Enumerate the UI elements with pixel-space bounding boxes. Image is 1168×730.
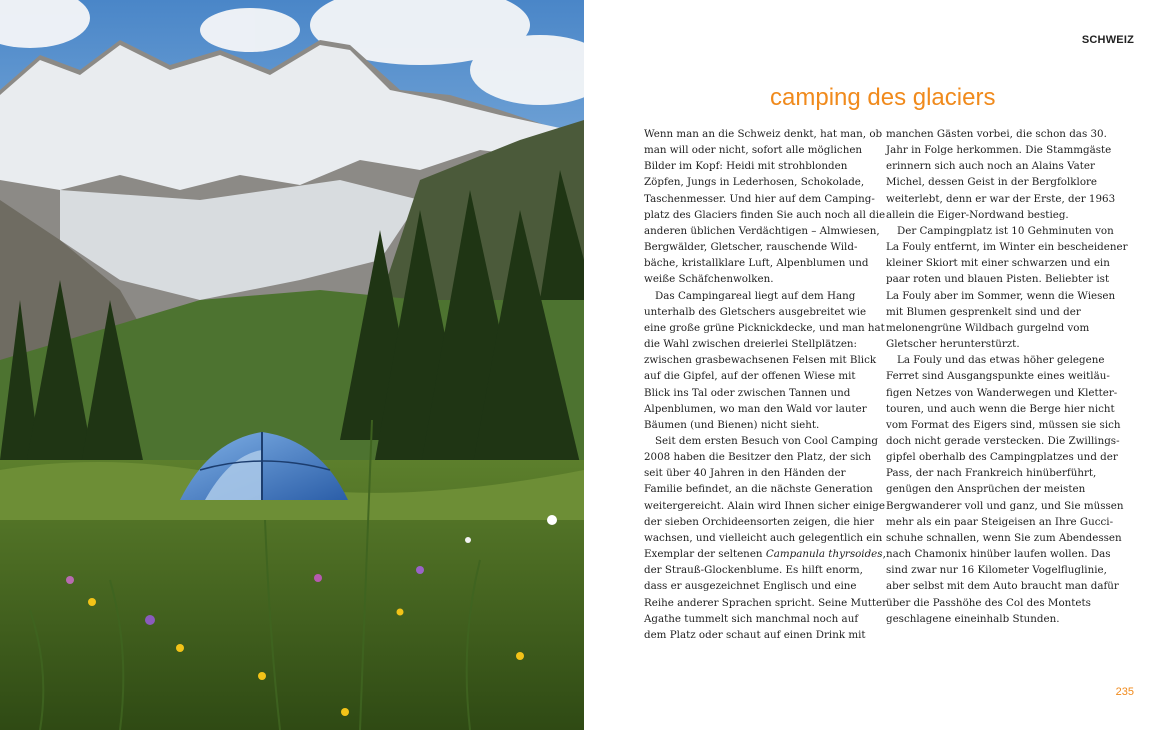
page-number: 235 — [1115, 686, 1134, 698]
text-line: Taschenmesser. Und hier auf dem Camping- — [644, 192, 875, 205]
text-column-left — [644, 126, 887, 643]
text-run: Exemplar der seltenen — [644, 548, 763, 561]
text-line: Alpenblumen, wo man den Wald vor lauter — [644, 402, 867, 415]
text-line: geschlagene eineinhalb Stunden. — [886, 612, 1060, 625]
text-line: zwischen grasbewachsenen Felsen mit Blick — [644, 354, 877, 367]
text-run: , — [882, 548, 886, 561]
text-line: über die Passhöhe des Col des Montets — [886, 596, 1091, 609]
text-line: Agathe tummelt sich manchmal noch auf — [644, 612, 859, 625]
text-line: melonengrüne Wildbach gurgelnd vom — [886, 321, 1090, 334]
text-line: Gletscher herunterstürzt. — [886, 338, 1020, 351]
text-line: genügen den Ansprüchen der meisten — [886, 483, 1086, 496]
text-line: Das Campingareal liegt auf dem Hang — [655, 289, 856, 302]
text-line: Bergwälder, Gletscher, rauschende Wild- — [644, 241, 858, 254]
text-line: der sieben Orchideensorten zeigen, die hier — [644, 515, 875, 528]
text-line: erinnern sich auch noch an Alains Vater — [886, 160, 1095, 173]
text-line: La Fouly entfernt, im Winter ein bescheidener — [886, 241, 1128, 254]
text-line: man will oder nicht, sofort alle möglichen — [644, 144, 863, 157]
text-line: mit Blumen gesprenkelt sind und der — [886, 305, 1081, 318]
text-line: aber selbst mit dem Auto braucht man dafür — [886, 580, 1119, 593]
text-line: figen Netzes von Wanderwegen und Kletter- — [886, 386, 1118, 399]
text-line: allein die Eiger-Nordwand bestieg. — [886, 208, 1069, 221]
text-line: paar roten und blauen Pisten. Beliebter ist — [886, 273, 1110, 286]
text-line: manchen Gästen vorbei, die schon das 30. — [886, 128, 1107, 140]
text-line: mehr als ein paar Steigeisen an Ihre Gucci- — [886, 515, 1114, 528]
text-line: kleiner Skiort mit einer schwarzen und ein — [886, 257, 1110, 270]
article-title: camping des glaciers — [770, 84, 996, 111]
text-line: Seit dem ersten Besuch von Cool Camping — [655, 434, 878, 447]
text-line: Bäumen (und Bienen) nicht sieht. — [644, 418, 820, 431]
text-line: seit über 40 Jahren in den Händen der — [644, 467, 846, 480]
text-line: Pass, der nach Frankreich hinüberführt, — [886, 467, 1097, 480]
text-line: wachsen, und vielleicht auch gelegentlich ein — [644, 531, 883, 544]
text-line: platz des Glaciers finden Sie auch noch all die — [644, 208, 886, 221]
text-column-right — [886, 126, 1128, 627]
text-line: Zöpfen, Jungs in Lederhosen, Schokolade, — [644, 176, 865, 189]
text-line: Wenn man an die Schweiz denkt, hat man, ob — [644, 128, 883, 140]
text-line: auf die Gipfel, auf der offenen Wiese mit — [644, 370, 856, 383]
text-line: gipfel oberhalb des Campingplatzes und der — [886, 451, 1118, 464]
species-name: Campanula thyrsoides — [765, 548, 883, 561]
text-line: Bilder im Kopf: Heidi mit strohblonden — [644, 160, 848, 173]
text-line: der Strauß-Glockenblume. Es hilft enorm, — [644, 564, 863, 577]
text-line: weiterlebt, denn er war der Erste, der 1963 — [886, 192, 1116, 205]
text-line: Der Campingplatz ist 10 Gehminuten von — [897, 224, 1114, 237]
text-line: Michel, dessen Geist in der Bergfolklore — [886, 176, 1098, 189]
text-line: La Fouly aber im Sommer, wenn die Wiesen — [886, 289, 1116, 302]
text-line: bäche, kristallklare Luft, Alpenblumen und — [644, 257, 869, 270]
text-line: eine große grüne Picknickdecke, und man hat — [644, 321, 885, 334]
text-line — [644, 546, 886, 562]
text-line: anderen üblichen Verdächtigen – Almwiesen, — [644, 224, 880, 237]
text-line: unterhalb des Gletschers ausgebreitet wie — [644, 305, 867, 318]
text-line: dem Platz oder schaut auf einen Drink mit — [644, 628, 866, 641]
text-line: doch nicht gerade verstecken. Die Zwillings- — [886, 434, 1120, 447]
text-line: schuhe schnallen, wenn Sie zum Abendessen — [886, 531, 1122, 544]
text-line: nach Chamonix hinüber laufen wollen. Das — [886, 548, 1111, 561]
text-line: weiße Schäfchenwolken. — [644, 273, 774, 286]
text-line: dass er ausgezeichnet Englisch und eine — [644, 580, 857, 593]
text-line: vom Format des Eigers sind, müssen sie sich — [886, 418, 1121, 431]
running-head: SCHWEIZ — [1081, 34, 1134, 46]
text-line: Familie befindet, an die nächste Generation — [644, 483, 873, 496]
text-line: sind zwar nur 16 Kilometer Vogelfluglinie, — [886, 564, 1107, 577]
text-line: 2008 haben die Besitzer den Platz, der sich — [644, 451, 872, 464]
text-line: die Wahl zwischen dreierlei Stellplätzen: — [644, 338, 858, 351]
text-line: weitergereicht. Alain wird Ihnen sicher einige — [644, 499, 885, 512]
text-line: touren, und auch wenn die Berge hier nicht — [886, 402, 1115, 415]
text-line: Blick ins Tal oder zwischen Tannen und — [644, 386, 851, 399]
text-line: Reihe anderer Sprachen spricht. Seine Mutter — [644, 596, 887, 609]
text-line: Bergwanderer voll und ganz, und Sie müssen — [886, 499, 1124, 512]
text-line: Ferret sind Ausgangspunkte eines weitläu- — [886, 370, 1110, 383]
text-line: La Fouly und das etwas höher gelegene — [897, 354, 1105, 367]
text-page — [584, 0, 1168, 730]
text-line: Jahr in Folge herkommen. Die Stammgäste — [886, 144, 1112, 157]
